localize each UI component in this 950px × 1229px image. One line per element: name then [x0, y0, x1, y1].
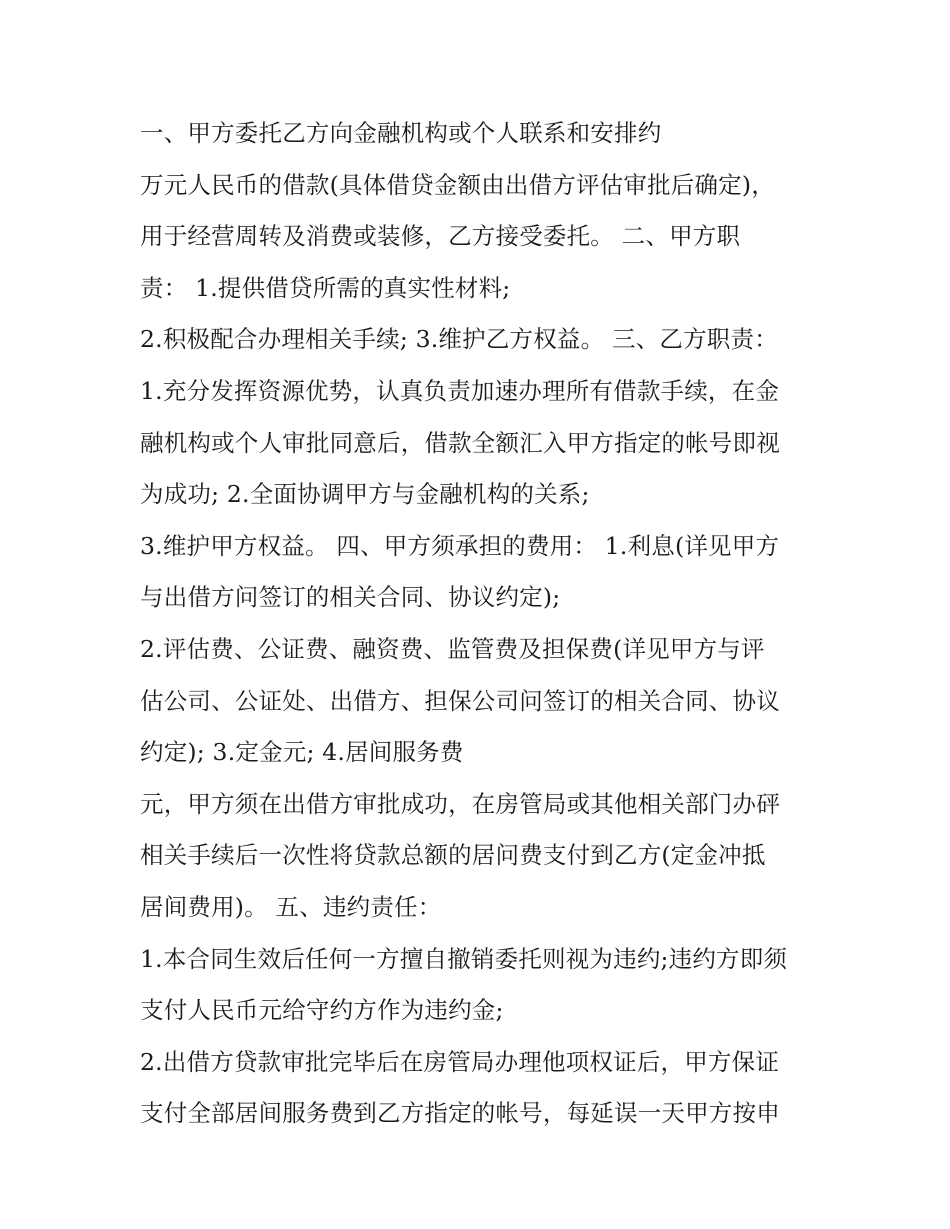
text-line: 1.本合同生效后任何一方擅自撤销委托则视为违约;违约方即须	[140, 944, 788, 973]
text-line: 支付人民币元给守约方作为违约金;	[140, 996, 504, 1025]
text-line: 居间费用)。 五、违约责任：	[140, 892, 442, 921]
contract-body	[140, 108, 820, 1140]
text-line: 与出借方问签订的相关合同、协议约定);	[140, 583, 561, 612]
text-line: 3.维护甲方权益。 四、甲方须承担的费用： 1.利息(详见甲方	[140, 531, 780, 560]
text-line: 相关手续后一次性将贷款总额的居问费支付到乙方(定金冲抵	[140, 841, 766, 870]
text-line: 约定); 3.定金元; 4.居间服务费	[140, 738, 464, 767]
text-line: 元，甲方须在出借方审批成功，在房管局或其他相关部门办砰	[140, 789, 780, 818]
text-line: 用于经营周转及消费或装修，乙方接受委托。 二、甲方职	[140, 222, 741, 251]
text-line: 为成功; 2.全面协调甲方与金融机构的关系;	[140, 480, 590, 509]
text-line: 万元人民币的借款(具体借贷金额由出借方评估审批后确定)，	[140, 170, 775, 199]
text-line: 2.评估费、公证费、融资费、监管费及担保费(详见甲方与评	[140, 634, 765, 663]
text-line: 一、甲方委托乙方向金融机构或个人联系和安排约	[140, 119, 662, 147]
text-line: 责： 1.提供借贷所需的真实性材料;	[140, 273, 511, 302]
text-line: 2.出借方贷款审批完毕后在房管局办理他项权证后，甲方保证	[140, 1047, 780, 1076]
text-line: 融机构或个人审批同意后，借款全额汇入甲方指定的帐号即视	[140, 428, 780, 457]
text-line: 1.充分发挥资源优势，认真负责加速办理所有借款手续，在金	[140, 376, 780, 405]
text-line: 支付全部居间服务费到乙方指定的帐号，每延误一天甲方按申	[140, 1099, 780, 1128]
text-line: 2.积极配合办理相关手续; 3.维护乙方权益。 三、乙方职责：	[140, 325, 778, 354]
text-line: 估公司、公证处、出借方、担保公司问签订的相关合同、协议	[140, 686, 780, 715]
